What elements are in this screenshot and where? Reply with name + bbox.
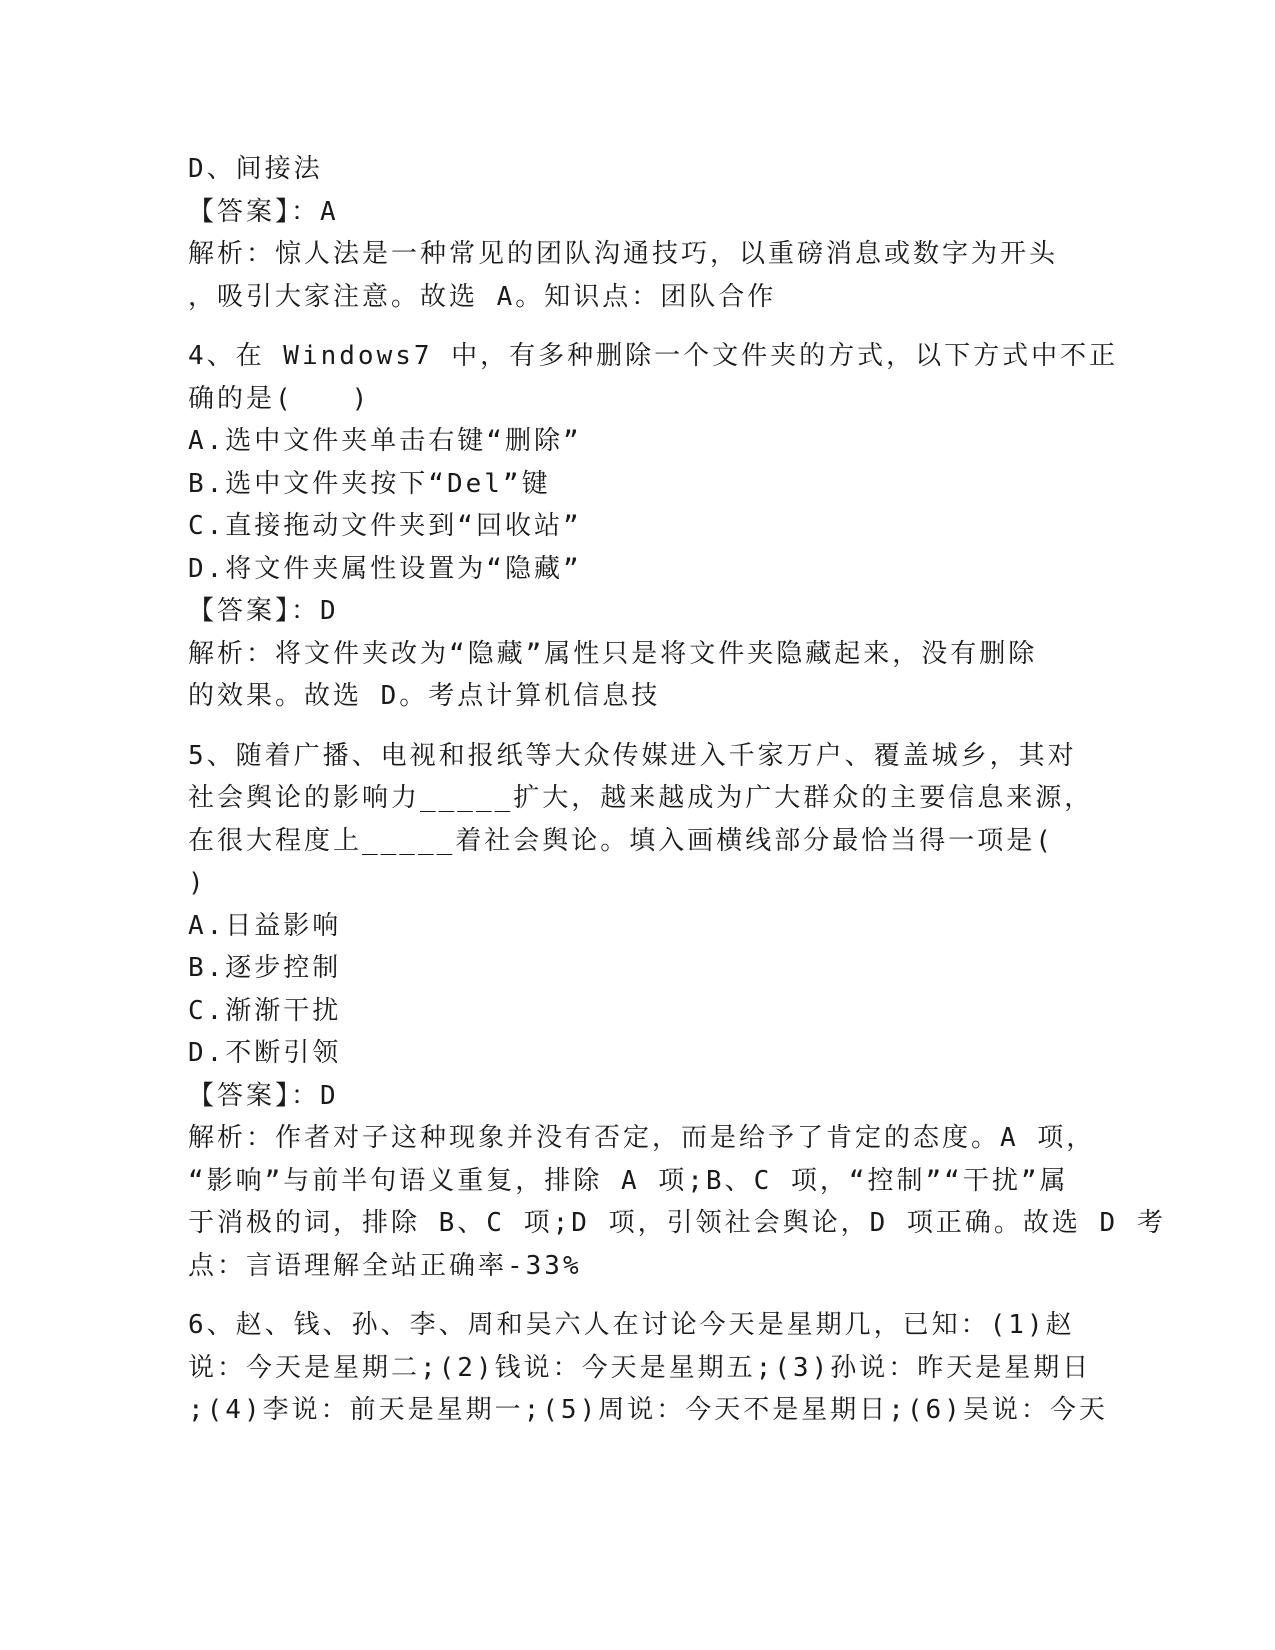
question-6-line: ;(4)李说：前天是星期一;(5)周说：今天不是星期日;(6)吴说：今天 bbox=[188, 1395, 1108, 1425]
explanation-line: ，吸引大家注意。故选 A。知识点：团队合作 bbox=[188, 281, 777, 312]
question-5-line: 5、随着广播、电视和报纸等大众传媒进入千家万户、覆盖城乡，其对 bbox=[188, 740, 1077, 771]
answer-line: 【答案】：D bbox=[188, 1080, 339, 1111]
explanation-line: 解析：将文件夹改为“隐藏”属性只是将文件夹隐藏起来，没有删除 bbox=[188, 638, 1038, 669]
question-5-line: 在很大程度上_____着社会舆论。填入画横线部分最恰当得一项是( bbox=[188, 825, 1054, 856]
option-b-line: B.逐步控制 bbox=[188, 953, 342, 983]
explanation-line: 解析：作者对子这种现象并没有否定，而是给予了肯定的态度。A 项， bbox=[188, 1123, 1096, 1153]
answer-line: 【答案】：D bbox=[188, 596, 339, 626]
option-a-line: A.日益影响 bbox=[188, 910, 342, 941]
option-a-line: A.选中文件夹单击右键“删除” bbox=[188, 426, 582, 456]
answer-line: 【答案】：A bbox=[188, 196, 339, 227]
question-6-line: 说：今天是星期二;(2)钱说：今天是星期五;(3)孙说：昨天是星期日 bbox=[188, 1352, 1092, 1383]
document-page bbox=[188, 148, 1166, 1432]
option-b-line: B.选中文件夹按下“Del”键 bbox=[188, 468, 551, 499]
explanation-line: 解析：惊人法是一种常见的团队沟通技巧，以重磅消息或数字为开头 bbox=[188, 239, 1059, 269]
explanation-line: 的效果。故选 D。考点计算机信息技 bbox=[188, 681, 661, 711]
question-4-line: 确的是( ) bbox=[188, 383, 371, 414]
question-5-line: 社会舆论的影响力_____扩大，越来越成为广大群众的主要信息来源， bbox=[188, 783, 1094, 813]
question-6-line: 6、赵、钱、孙、李、周和吴六人在讨论今天是星期几，已知：(1)赵 bbox=[188, 1310, 1075, 1340]
explanation-line: 于消极的词，排除 B、C 项;D 项，引领社会舆论，D 项正确。故选 D 考 bbox=[188, 1208, 1166, 1238]
question-4-line: 4、在 Windows7 中，有多种删除一个文件夹的方式，以下方式中不正 bbox=[188, 341, 1119, 371]
option-d-line: D、间接法 bbox=[188, 154, 323, 184]
option-c-line: C.直接拖动文件夹到“回收站” bbox=[188, 511, 582, 541]
explanation-line: 点：言语理解全站正确率-33% bbox=[188, 1250, 582, 1281]
question-5-line: ) bbox=[188, 868, 207, 898]
option-d-line: D.将文件夹属性设置为“隐藏” bbox=[188, 553, 582, 584]
option-c-line: C.渐渐干扰 bbox=[188, 995, 342, 1026]
option-d-line: D.不断引领 bbox=[188, 1038, 342, 1068]
explanation-line: “影响”与前半句语义重复，排除 A 项;B、C 项，“控制”“干扰”属 bbox=[188, 1165, 1069, 1196]
